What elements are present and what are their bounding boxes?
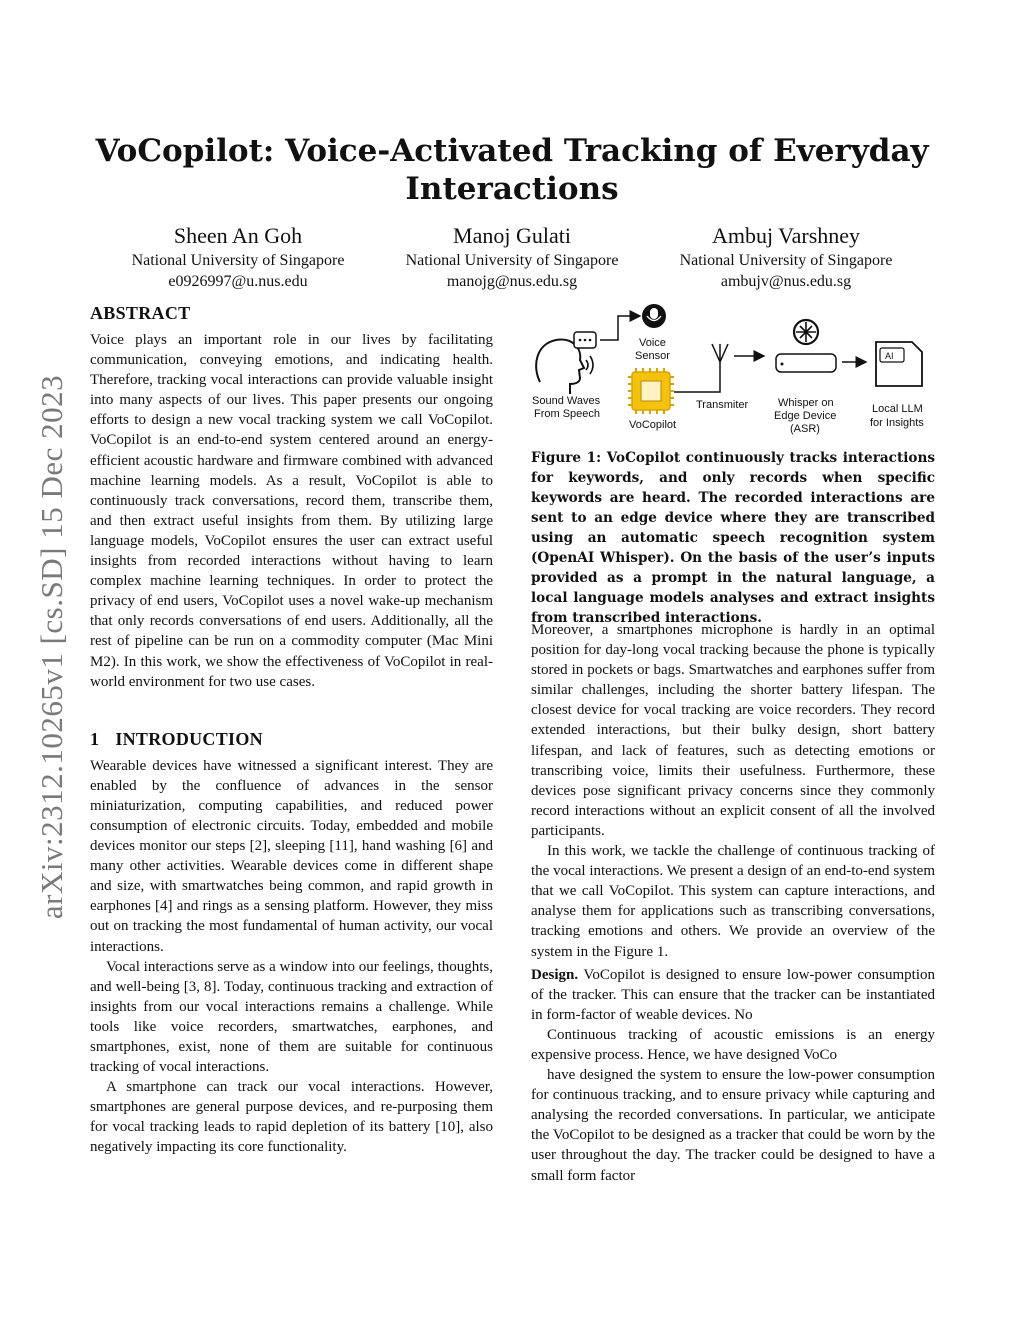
label-whisper: Whisper on bbox=[778, 397, 834, 409]
label-vocopilot: VoCopilot bbox=[629, 419, 677, 431]
body-paragraph: have designed the system to ensure the low-power consumption for continuous tracking, and to ensure privacy while capturing and analysing the recorded conversations. In particular, we anticipate the VoCopilot to be designed as a tracker that could be worn by the user throughout the day. The tracker could be designed to have a small form factor bbox=[531, 1067, 935, 1184]
author-block bbox=[362, 222, 662, 292]
label-local-llm: for Insights bbox=[870, 417, 924, 429]
openai-logo-icon bbox=[794, 320, 818, 344]
figure-caption: Figure 1: VoCopilot continuously tracks interactions for keywords, and only records when specific keywords are heard. The recorded interactions are sent to an edge device where they are transcribed using an automatic speech recognition system (OpenAI Whisper). On the basis of the user’s inputs provided as a prompt in the natural language, a local language models analyses and extract insights from transcribed interactions. bbox=[531, 450, 935, 626]
abstract-heading: ABSTRACT bbox=[90, 303, 191, 323]
design-text: VoCopilot is designed to ensure low-power consumption of the tracker. This can ensure that the tracker can be instantiated in form-factor of weable devices. No bbox=[531, 966, 935, 1023]
abstract-text: Voice plays an important role in our lives by facilitating communication, conveying emotions, and indicating health. Therefore, tracking vocal interactions can provide valuable insight into many aspects of our lives. This paper presents our ongoing efforts to design a new vocal tracking system we call VoCopilot. VoCopilot is an end-to-end system centered around an energy-efficient acoustic hardware and firmware combined with advanced machine learning models. As a result, VoCopilot is able to continuously track conversations, record them, transcribe them, and then extract useful insights from them. By utilizing large language models, VoCopilot ensures the user can extract useful insights from recorded interactions without having to learn complex machine learning techniques. In order to protect the privacy of end users, VoCopilot uses a novel wake-up mechanism that only records conversations of end users. Additionally, all the rest of pipeline can be run on a commodity computer (Mac Mini M2). In this work, we show the effectiveness of VoCopilot in real-world environment for two use cases. bbox=[90, 332, 493, 690]
intro-paragraph: A smartphone can track our vocal interactions. However, smartphones are general purpose devices, and re-purposing them for vocal tracking leads to rapid depletion of its battery [10], also negatively impacting its core functionality. bbox=[90, 1079, 493, 1156]
label-transmitter: Transmiter bbox=[696, 399, 749, 411]
design-label: Design. bbox=[531, 966, 579, 983]
body-paragraph: In this work, we tackle the challenge of continuous tracking of the vocal interactions. We present a design of an end-to-end system that we call VoCopilot. This system can capture interactions, and analyse them for applications such as transcribing conversations, tracking emotions and others. We provide an overview of the system in the Figure 1. bbox=[531, 843, 935, 960]
author-block bbox=[636, 222, 936, 292]
microphone-icon bbox=[642, 304, 666, 328]
intro-paragraph: Wearable devices have witnessed a significant interest. They are enabled by the confluence of advances in the sensor miniaturization, computing capabilities, and reduced power consumption of electronic circuits. Today, embedded and mobile devices monitor our steps [2], sleeping [11], hand washing [6] and many other activities. Wearable devices come in different shape and size, with smartwatches being common, and rapid growth in earphones [4] and rings as a sensing platform. However, they miss out on tracking the most fundamental of human activity, our vocal interactions. bbox=[90, 757, 493, 955]
label-whisper: (ASR) bbox=[790, 423, 820, 435]
design-paragraph bbox=[531, 965, 935, 1025]
speech-bubble-icon bbox=[574, 332, 596, 348]
label-voice-sensor: Sensor bbox=[635, 350, 670, 362]
section-title: INTRODUCTION bbox=[115, 728, 263, 749]
label-sound-waves: From Speech bbox=[534, 408, 601, 420]
author-email: manojg@nus.edu.sg bbox=[446, 273, 578, 290]
body-paragraph: Moreover, a smartphones microphone is hardly in an optimal position for day-long vocal tracking because the phone is typically stored in pockets or bags. Smartwatches and earphones suffer from similar challenges, including the shorter battery lifespan. The closest device for vocal tracking are voice recorders. They record extended interactions, but their bulky design, short battery lifespan, and lack of features, such as detecting emotions or transcribing voice, limits their usefulness. Furthermore, these devices pose significant privacy concerns since they commonly record interactions without an explicit consent of all the involved participants. bbox=[531, 622, 935, 839]
author-email: e0926997@u.nus.edu bbox=[168, 273, 308, 290]
antenna-icon bbox=[712, 344, 728, 362]
label-voice-sensor: Voice bbox=[639, 337, 666, 349]
ai-badge: AI bbox=[885, 351, 894, 361]
author-block bbox=[88, 222, 388, 292]
intro-paragraph: Vocal interactions serve as a window into our feelings, thoughts, and well-being [3, 8]. Today, continuous tracking and extraction of insights from our vocal interactions remains a challenge. While tools like voice recorders, smartwatches, earphones, and smartphones, exist, none of them are suitable for continuous tracking of vocal interactions. bbox=[90, 958, 493, 1076]
author-name: Ambuj Varshney bbox=[711, 223, 861, 248]
label-local-llm: Local LLM bbox=[872, 403, 923, 415]
mac-mini-icon bbox=[776, 354, 836, 372]
arxiv-identifier: arXiv:2312.10265v1 [cs.SD] 15 Dec 2023 bbox=[34, 374, 70, 920]
author-name: Sheen An Goh bbox=[173, 223, 303, 248]
author-affiliation: National University of Singapore bbox=[679, 252, 893, 269]
intro-heading bbox=[90, 728, 493, 750]
label-whisper: Edge Device bbox=[774, 410, 837, 422]
chip-icon bbox=[628, 368, 674, 414]
label-sound-waves: Sound Waves bbox=[532, 395, 601, 407]
ai-document-icon bbox=[876, 342, 922, 386]
left-column bbox=[90, 302, 493, 1158]
author-affiliation: National University of Singapore bbox=[405, 252, 619, 269]
author-email: ambujv@nus.edu.sg bbox=[720, 273, 852, 290]
author-affiliation: National University of Singapore bbox=[131, 252, 345, 269]
body-paragraph: Continuous tracking of acoustic emissions is an energy expensive process. Hence, we have designed VoCo bbox=[531, 1026, 935, 1063]
author-name: Manoj Gulati bbox=[453, 223, 571, 248]
paper-title: VoCopilot: Voice-Activated Tracking of Everyday Interactions bbox=[95, 133, 929, 207]
right-column bbox=[531, 620, 935, 1186]
system-overview-figure bbox=[528, 300, 938, 440]
section-number: 1 bbox=[90, 728, 100, 749]
